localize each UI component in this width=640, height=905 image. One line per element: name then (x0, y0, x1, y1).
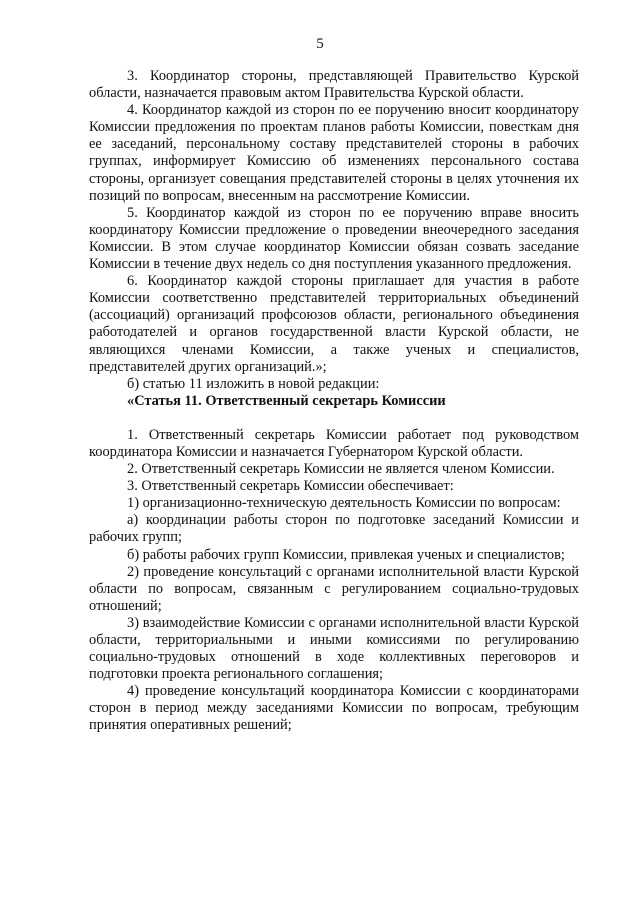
paragraph-coordinator-government: 3. Координатор стороны, представляющей Правительство Курской области, назначается правовым актом Правительства Курской области. (89, 68, 579, 102)
list-item-1: 1) организационно-техническую деятельность Комиссии по вопросам: (127, 495, 561, 512)
paragraph-invitations: 6. Координатор каждой стороны приглашает для участия в работе Комиссии соответственно представителей территориальных объединений (ассоциаций) организаций профсоюзов области, регионального объединения работодателей и органов государственной власти Курской области, не являющихся членами Комиссии, а также ученых и специалистов, представителей других организаций.»; (89, 273, 579, 375)
list-item-2: 2) проведение консультаций с органами исполнительной власти Курской области по вопросам, связанным с регулированием социально-трудовых отношений; (89, 563, 579, 614)
paragraph-secretary-provides: 3. Ответственный секретарь Комиссии обеспечивает: (127, 478, 454, 495)
paragraph-article-11-intro: б) статью 11 изложить в новой редакции: (127, 375, 380, 392)
article-11-heading: «Статья 11. Ответственный секретарь Комиссии (127, 392, 446, 409)
paragraph-extraordinary-meeting: 5. Координатор каждой из сторон по ее поручению вправе вносить координатору Комиссии предложение о проведении внеочередного заседания Комиссии. В этом случае координатор Комиссии обязан созвать заседание Комиссии в течение двух недель со дня поступления указанного предложения. (89, 204, 579, 273)
paragraph-coordinator-proposals: 4. Координатор каждой из сторон по ее поручению вносит координатору Комиссии предложения по проектам планов работы Комиссии, повесткам дня ее заседаний, персональному составу представителей стороны в рабочих группах, информирует Комиссию об изменениях персонального состава стороны, организует совещания представителей стороны в целях уточнения их позиций по вопросам, внесенным на рассмотрение Комиссии. (89, 102, 579, 204)
paragraph-secretary-appointment: 1. Ответственный секретарь Комиссии работает под руководством координатора Комиссии и назначается Губернатором Курской области. (89, 426, 579, 460)
list-item-1b: б) работы рабочих групп Комиссии, привлекая ученых и специалистов; (127, 546, 565, 563)
list-item-4: 4) проведение консультаций координатора Комиссии с координаторами сторон в период между заседаниями Комиссии по вопросам, требующим принятия оперативных решений; (89, 683, 579, 734)
paragraph-secretary-not-member: 2. Ответственный секретарь Комиссии не является членом Комиссии. (127, 461, 555, 478)
page-number: 5 (316, 36, 324, 52)
list-item-3: 3) взаимодействие Комиссии с органами исполнительной власти Курской области, территориальными и иными комиссиями по регулированию социально-трудовых отношений в ходе коллективных переговоров и подготовки проекта регионального соглашения; (89, 614, 579, 683)
document-body (89, 68, 579, 735)
list-item-1a: а) координации работы сторон по подготовке заседаний Комиссии и рабочих групп; (89, 512, 579, 546)
